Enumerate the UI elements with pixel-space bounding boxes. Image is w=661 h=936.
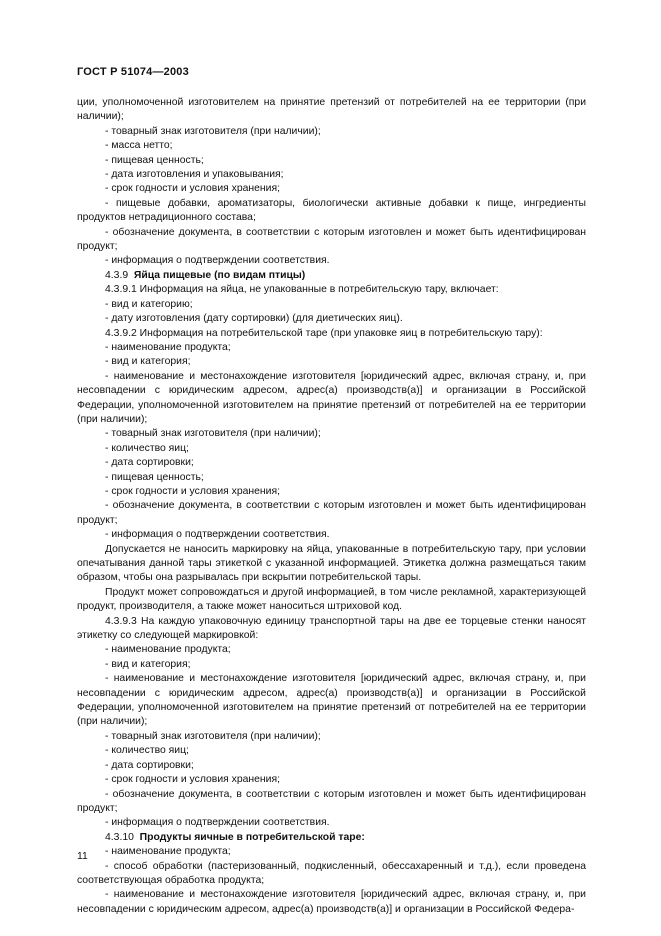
document-header: ГОСТ Р 51074—2003 xyxy=(77,66,189,78)
paragraph: - пищевая ценность; xyxy=(105,154,204,166)
paragraph: - наименование продукта; xyxy=(105,846,231,858)
paragraph: - способ обработки (пастеризованный, подкисленный, обессахаренный и т.д.), если проведена соответствующая обработка продукта; xyxy=(77,860,586,886)
paragraph: - информация о подтверждении соответствия. xyxy=(105,817,330,829)
paragraph: 4.3.9.2 Информация на потребительской таре (при упаковке яиц в потребительскую тару): xyxy=(105,327,543,339)
paragraph: - товарный знак изготовителя (при наличии); xyxy=(105,125,321,137)
paragraph: - количество яиц; xyxy=(105,442,189,454)
document-body xyxy=(77,96,586,917)
paragraph: - масса нетто; xyxy=(105,140,173,152)
section-title: Яйца пищевые (по видам птицы) xyxy=(133,269,306,281)
paragraph: - наименование и местонахождение изготовителя [юридический адрес, включая страну, и, при несовпадении с юридическим адресом, адрес(а) производств(а)] и организации в Российской Федерации, уполномоченной изготовителем на принятие претензий от потребителей на ее территории (при наличии); xyxy=(77,370,586,425)
paragraph: - обозначение документа, в соответствии с которым изготовлен и может быть идентифицирован продукт; xyxy=(77,500,586,526)
section-number: 4.3.10 xyxy=(105,831,134,843)
paragraph: - наименование продукта; xyxy=(105,341,231,353)
paragraph: - обозначение документа, в соответствии с которым изготовлен и может быть идентифицирован продукт; xyxy=(77,788,586,814)
paragraph: - дата изготовления и упаковывания; xyxy=(105,169,284,181)
paragraph: - вид и категория; xyxy=(105,356,191,368)
section-title: Продукты яичные в потребительской таре: xyxy=(139,831,365,843)
paragraph: - дата сортировки; xyxy=(105,759,194,771)
paragraph: - наименование продукта; xyxy=(105,644,231,656)
paragraph: ции, уполномоченной изготовителем на принятие претензий от потребителей на ее территории (при наличии); xyxy=(77,97,586,123)
section-heading xyxy=(77,831,586,845)
section-heading xyxy=(77,269,586,283)
paragraph: - дату изготовления (дату сортировки) (для диетических яиц). xyxy=(105,313,403,325)
paragraph: - вид и категорию; xyxy=(105,298,193,310)
paragraph: 4.3.9.1 Информация на яйца, не упакованные в потребительскую тару, включает: xyxy=(105,284,499,296)
paragraph: Допускается не наносить маркировку на яйца, упакованные в потребительскую тару, при условии опечатывания данной тары этикеткой с указанной информацией. Этикетка должна размещаться таким образом, чтобы она разрывалась при вскрытии потребительской тары. xyxy=(77,543,586,584)
paragraph: Продукт может сопровождаться и другой информацией, в том числе рекламной, характеризующей продукт, производителя, а также может наноситься штриховой код. xyxy=(77,586,586,613)
paragraph: - информация о подтверждении соответствия. xyxy=(105,529,330,541)
page-number: 11 xyxy=(77,851,88,862)
paragraph: - товарный знак изготовителя (при наличии); xyxy=(105,428,321,440)
paragraph: - срок годности и условия хранения; xyxy=(105,485,280,497)
paragraph: - срок годности и условия хранения; xyxy=(105,183,280,195)
paragraph: - товарный знак изготовителя (при наличии); xyxy=(105,730,321,742)
paragraph: - наименование и местонахождение изготовителя [юридический адрес, включая страну, и, при несовпадении с юридическим адресом, адрес(а) производств(а)] и организации в Российской Федерации, уполномоченной изготовителем на принятие претензий от потребителей на ее территории (при наличии); xyxy=(77,673,586,728)
paragraph: - пищевые добавки, ароматизаторы, биологически активные добавки к пище, ингредиенты продуктов нетрадиционного состава; xyxy=(77,197,586,224)
paragraph: 4.3.9.3 На каждую упаковочную единицу транспортной тары на две ее торцевые стенки наносят этикетку со следующей маркировкой: xyxy=(77,615,586,642)
paragraph: - обозначение документа, в соответствии с которым изготовлен и может быть идентифицирован продукт; xyxy=(77,226,586,253)
paragraph: - срок годности и условия хранения; xyxy=(105,774,280,786)
paragraph: - количество яиц; xyxy=(105,745,189,757)
paragraph: - вид и категория; xyxy=(105,658,191,670)
paragraph: - пищевая ценность; xyxy=(105,471,204,483)
paragraph: - дата сортировки; xyxy=(105,457,194,469)
paragraph: - информация о подтверждении соответствия. xyxy=(105,255,330,267)
section-number: 4.3.9 xyxy=(105,269,129,281)
paragraph: - наименование и местонахождение изготовителя [юридический адрес, включая страну, и, при несовпадении с юридическим адресом, адрес(а) производств(а)] и организации в Российской Федера- xyxy=(77,889,586,915)
